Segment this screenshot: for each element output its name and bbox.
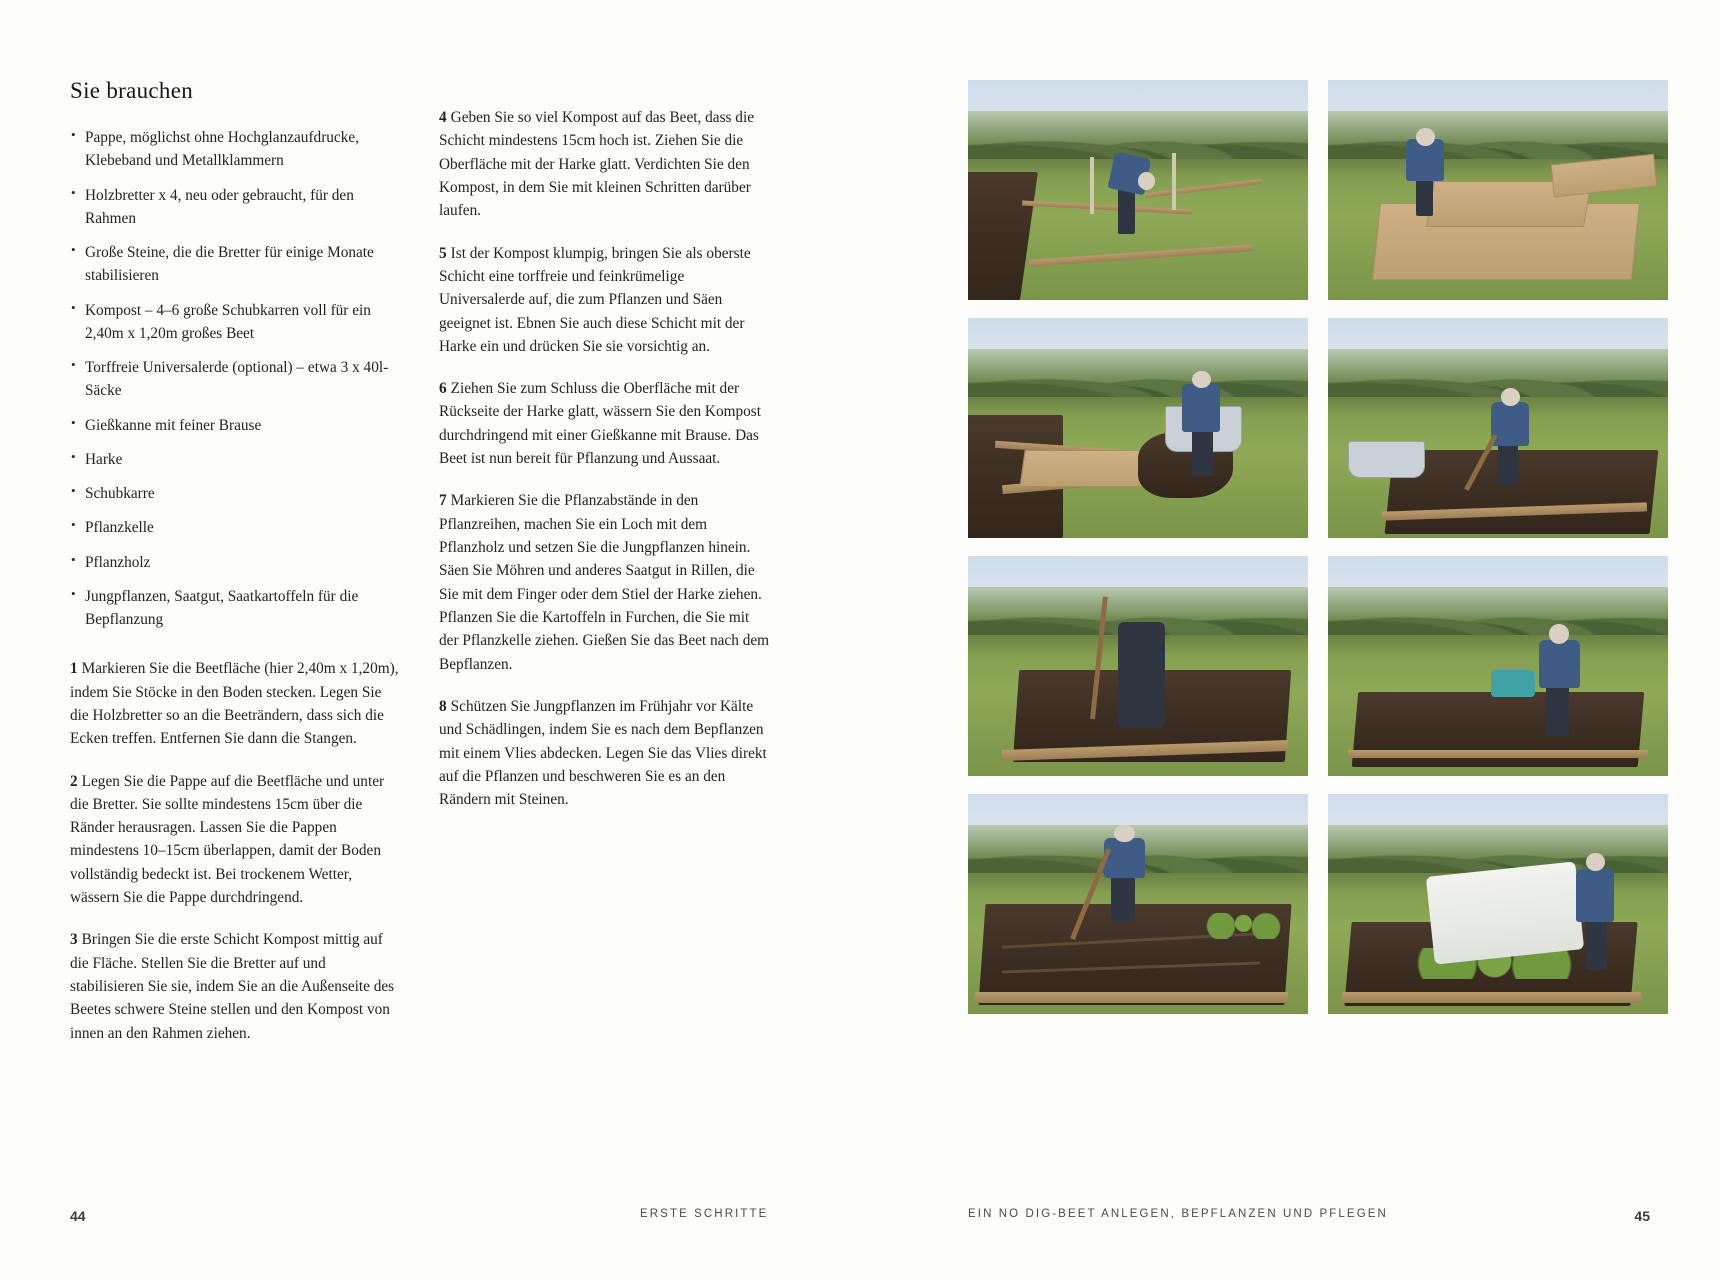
step-text: Markieren Sie die Pflanzabstände in den Pflanzreihen, machen Sie ein Loch mit dem Pflanzholz und setzen Sie die Jungpflanzen hinein. Säen Sie Möhren und anderes Saatgut in Rillen, die Sie mit dem Finger oder dem Stiel der Harke ziehen. Pflanzen Sie die Kartoffeln in Furchen, die Sie mit der Pflanzkelle ziehen. Gießen Sie das Beet nach dem Bepflanzen. xyxy=(439,492,770,673)
page-footer xyxy=(0,1208,1720,1228)
photo-step-5 xyxy=(968,556,1308,776)
step-text: Markieren Sie die Beetfläche (hier 2,40m x 1,20m), indem Sie Stöcke in den Boden stecken. Legen Sie die Holzbretter so an die Beeträndern, dass sich die Ecken treffen. Entfernen Sie dann die Stangen. xyxy=(70,660,399,748)
gardener-torso xyxy=(1491,402,1528,446)
step-text: Geben Sie so viel Kompost auf das Beet, dass die Schicht mindestens 15cm hoch ist. Ziehen Sie die Oberfläche mit der Harke glatt. Verdichten Sie den Kompost, in dem Sie mit kleinen Schritten darüber laufen. xyxy=(439,109,754,220)
folio-right: 45 xyxy=(1634,1208,1650,1224)
step-paragraph xyxy=(70,770,401,910)
bed-frame-board xyxy=(1348,750,1647,759)
photo-step-6 xyxy=(1328,556,1668,776)
photo-step-1 xyxy=(968,80,1308,300)
gardener-legs xyxy=(1118,622,1166,728)
photo-step-8 xyxy=(1328,794,1668,1014)
step-number: 5 xyxy=(439,244,447,262)
gardener-legs xyxy=(1498,441,1518,485)
step-paragraph xyxy=(439,489,770,676)
step-paragraph xyxy=(439,106,770,223)
step-number: 6 xyxy=(439,380,447,398)
running-head-right: EIN NO DIG-BEET ANLEGEN, BEPFLANZEN UND PFLEGEN xyxy=(968,1208,1388,1220)
list-item: • Pflanzkelle xyxy=(70,516,401,539)
gardener-head xyxy=(1586,853,1605,871)
gardener-legs xyxy=(1192,428,1212,476)
bed-frame-board xyxy=(1342,992,1641,1003)
photo-step-2 xyxy=(1328,80,1668,300)
fleece-cover xyxy=(1426,861,1584,964)
gardener-torso xyxy=(1576,869,1613,922)
photo-grid xyxy=(968,80,1668,1014)
step-number: 8 xyxy=(439,697,447,715)
list-item: • Torffreie Universalerde (optional) – etwa 3 x 40l-Säcke xyxy=(70,356,401,403)
list-item: • Harke xyxy=(70,448,401,471)
step-text: Legen Sie die Pappe auf die Beetfläche und unter die Bretter. Sie sollte mindestens 15cm über die Ränder herausragen. Lassen Sie die Pappen mindestens 10–15cm überlappen, damit der Boden vollständig bedeckt ist. Bei trockenem Wetter, wässern Sie die Pappe durchdringend. xyxy=(70,772,385,907)
gardener-legs xyxy=(1416,177,1433,217)
list-item: • Pappe, möglichst ohne Hochglanzaufdrucke, Klebeband und Metallklammern xyxy=(70,126,401,173)
step-number: 3 xyxy=(70,931,78,949)
list-item: • Jungpflanzen, Saatgut, Saatkartoffeln für die Bepflanzung xyxy=(70,585,401,632)
column-right xyxy=(439,78,770,1138)
step-number: 1 xyxy=(70,660,78,678)
page-title: Sie brauchen xyxy=(70,78,194,103)
photo-step-3 xyxy=(968,318,1308,538)
step-text: Schützen Sie Jungpflanzen im Frühjahr vor Kälte und Schädlingen, indem Sie es nach dem Bepflanzen mit einem Vlies abdecken. Legen Sie das Vlies direkt auf die Pflanzen und beschweren Sie es an den Rändern mit Steinen. xyxy=(439,697,767,809)
gardener-torso xyxy=(1182,384,1219,432)
marker-stake xyxy=(1090,157,1094,214)
list-item: • Schubkarre xyxy=(70,482,401,505)
materials-list xyxy=(70,126,401,631)
step-number: 7 xyxy=(439,492,447,510)
steps-left xyxy=(70,657,401,1045)
seedling-row xyxy=(1206,913,1281,939)
bed-frame-board xyxy=(975,992,1288,1003)
gardener-legs xyxy=(1546,684,1570,737)
gardener-torso xyxy=(1539,640,1580,688)
step-text: Bringen Sie die erste Schicht Kompost mittig auf die Fläche. Stellen Sie die Bretter auf und stabilisieren Sie sie, indem Sie an die Außenseite des Beetes schwere Steine stellen und den Kompost von innen an den Rahmen ziehen. xyxy=(70,931,395,1042)
list-item: • Pflanzholz xyxy=(70,551,401,574)
step-paragraph xyxy=(70,928,401,1045)
running-head-left: ERSTE SCHRITTE xyxy=(640,1208,769,1220)
list-item: • Große Steine, die die Bretter für einige Monate stabilisieren xyxy=(70,241,401,288)
column-left xyxy=(70,78,401,1138)
gardener-head xyxy=(1416,128,1435,146)
photo-step-4 xyxy=(1328,318,1668,538)
gardener-head xyxy=(1138,172,1155,190)
step-number: 4 xyxy=(439,109,447,126)
list-item: • Holzbretter x 4, neu oder gebraucht, für den Rahmen xyxy=(70,184,401,231)
step-number: 2 xyxy=(70,772,78,790)
list-item: • Gießkanne mit feiner Brause xyxy=(70,414,401,437)
step-text: Ist der Kompost klumpig, bringen Sie als oberste Schicht eine torffreie und feinkrümelige Universalerde auf, die zum Pflanzen und Säen geeignet ist. Ebnen Sie auch diese Schicht mit der Harke ein und drücken Sie sie vorsichtig an. xyxy=(439,244,751,355)
watering-can xyxy=(1491,670,1535,696)
compost-bed xyxy=(1385,450,1659,534)
gardener-legs xyxy=(1111,873,1135,921)
photo-step-7 xyxy=(968,794,1308,1014)
step-text: Ziehen Sie zum Schluss die Oberfläche mit der Rückseite der Harke glatt, wässern Sie den Kompost durchdringend mit einer Gießkanne mit Brause. Das Beet ist nun bereit für Pflanzung und Aussaat. xyxy=(439,380,762,468)
step-paragraph xyxy=(70,657,401,750)
step-paragraph xyxy=(439,695,770,812)
gardener-head xyxy=(1114,825,1134,843)
folio-left: 44 xyxy=(70,1208,86,1224)
step-paragraph xyxy=(439,377,770,470)
text-area xyxy=(70,78,770,1138)
step-paragraph xyxy=(439,242,770,359)
gardener-legs xyxy=(1586,917,1606,970)
gardener-head xyxy=(1501,388,1520,406)
marker-stake xyxy=(1172,153,1176,210)
list-item: • Kompost – 4–6 große Schubkarren voll für ein 2,40m x 1,20m großes Beet xyxy=(70,299,401,346)
gardener-torso xyxy=(1104,838,1145,878)
wheelbarrow xyxy=(1348,441,1425,478)
